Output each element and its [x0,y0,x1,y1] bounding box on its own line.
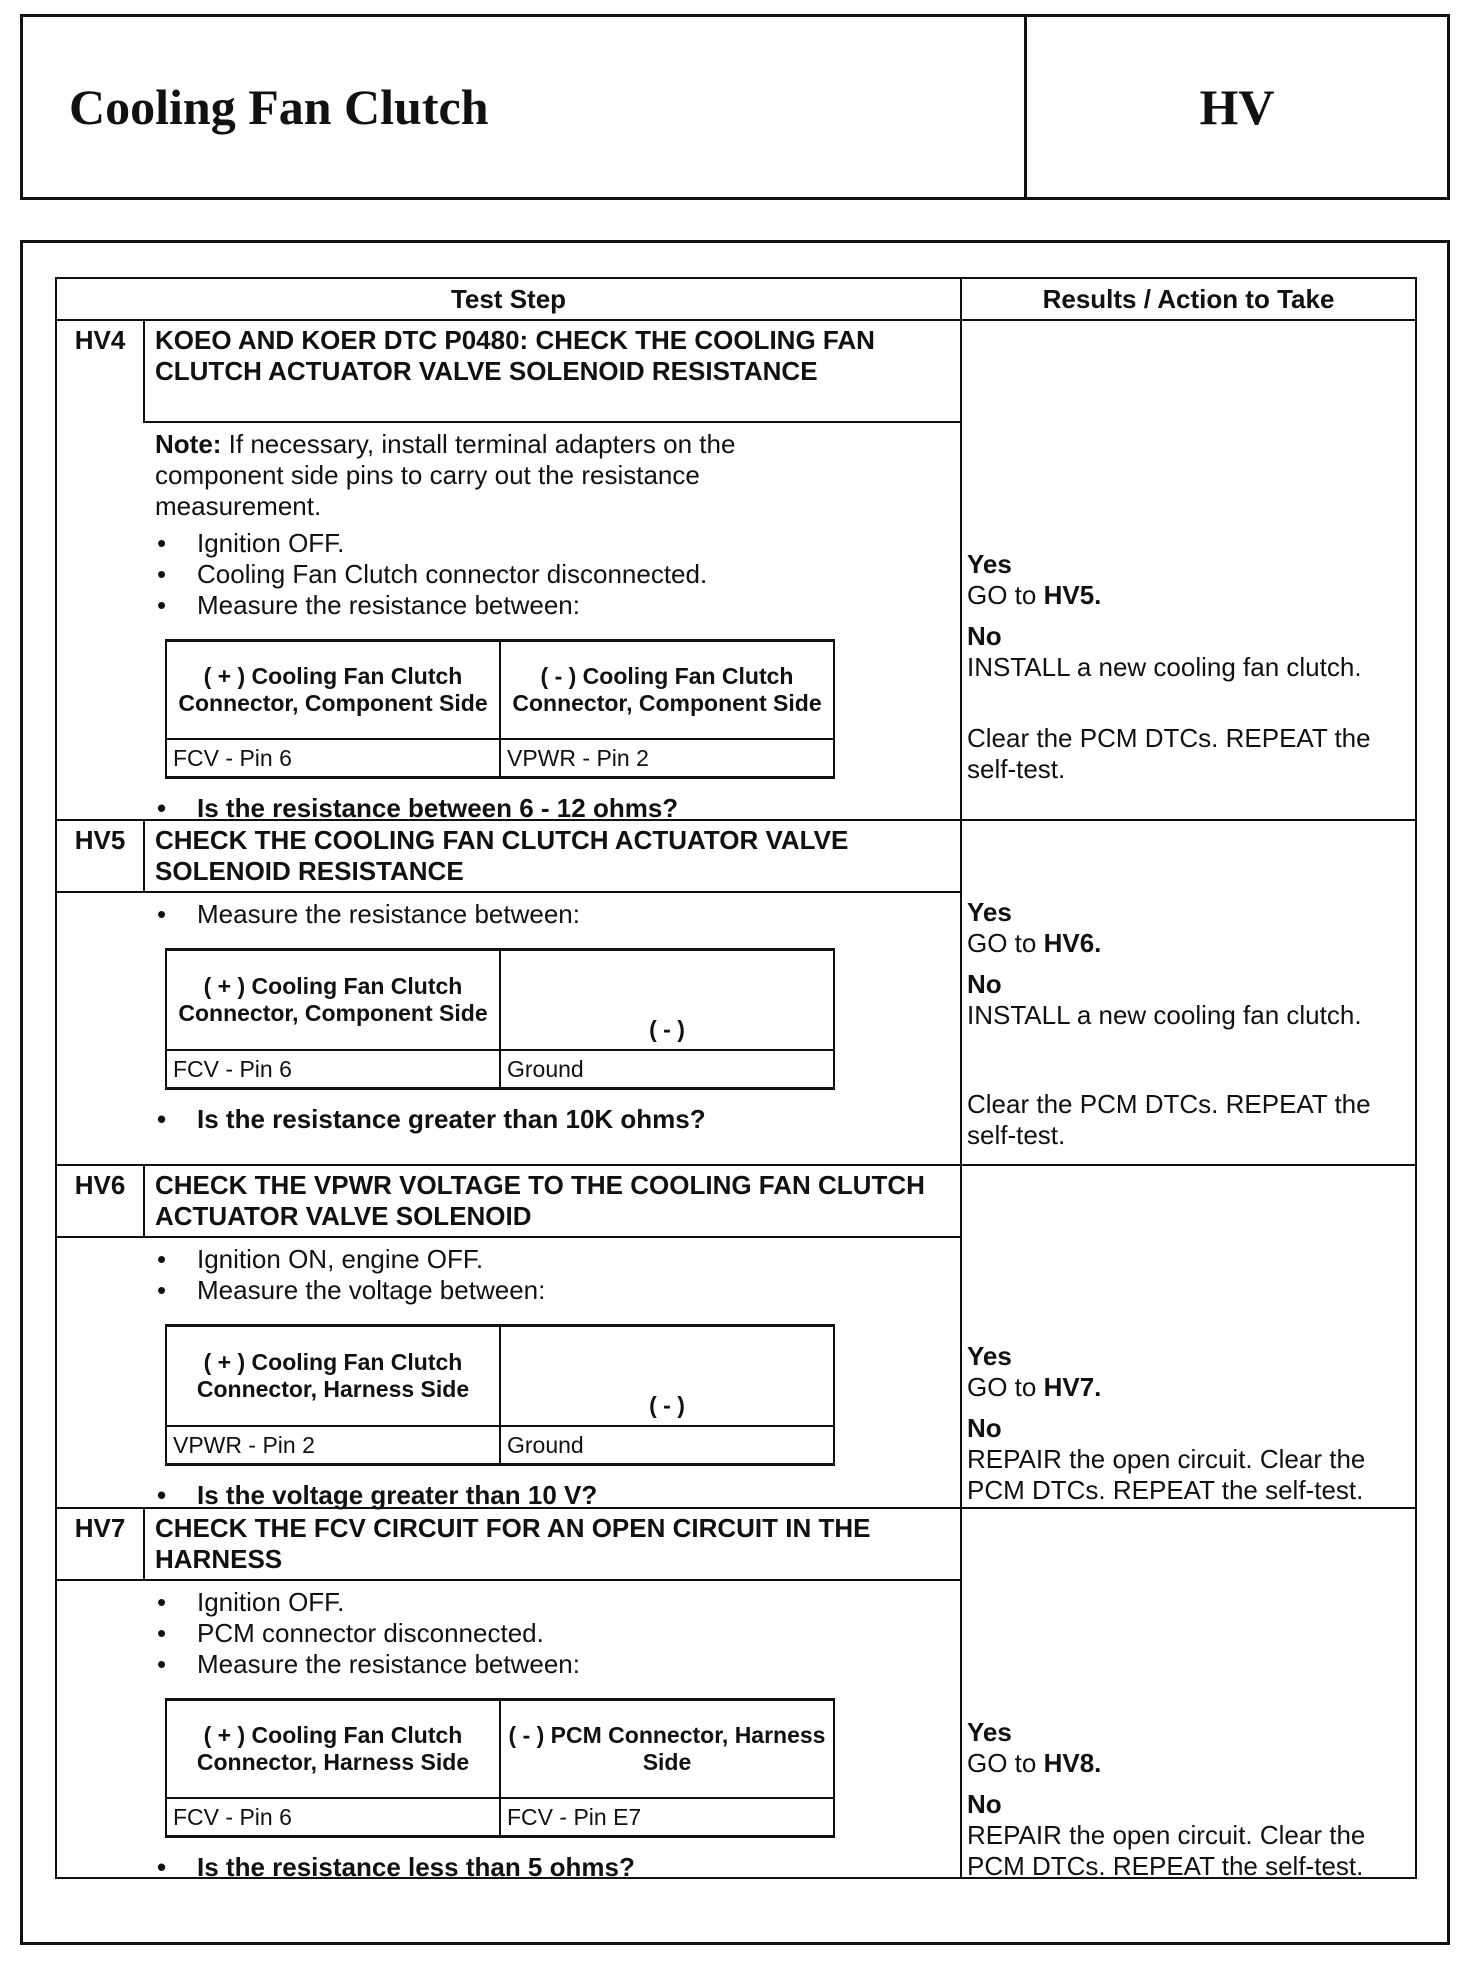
page-header [20,14,1450,200]
column-divider [960,279,962,1877]
measurement-table [165,948,835,1090]
positive-terminal-value: FCV - Pin 6 [166,1050,500,1089]
step-result [967,897,1407,1151]
yes-target: HV7. [1043,1372,1102,1402]
check-question: • Is the voltage greater than 10 V? [155,1480,955,1511]
step-id: HV4 [74,325,126,355]
yes-label: Yes [967,1717,1012,1747]
positive-terminal-value: FCV - Pin 6 [166,1798,500,1837]
step-title: CHECK THE FCV CIRCUIT FOR AN OPEN CIRCUIT IN THE HARNESS [155,1513,871,1574]
check-question: • Is the resistance between 6 - 12 ohms? [155,793,955,824]
title-rule [143,421,960,423]
id-divider [143,1164,145,1236]
yes-label: Yes [967,1341,1012,1371]
step-id: HV6 [74,1170,126,1200]
title-rule [57,1236,960,1238]
step-result [967,549,1407,785]
step-body [155,1587,955,1883]
section-code: HV [1199,79,1275,135]
test-step-table [55,277,1417,1882]
yes-target: HV6. [1043,928,1102,958]
yes-action-text: GO to [967,580,1044,610]
instruction: • Measure the resistance between: [155,899,955,930]
id-divider [143,819,145,891]
instruction: • Ignition OFF. [155,1587,955,1618]
instruction: • Measure the resistance between: [155,590,955,621]
follow-up-action: Clear the PCM DTCs. REPEAT the self-test. [967,1089,1371,1150]
id-divider [143,1507,145,1579]
yes-action [967,580,1407,611]
instruction: • PCM connector disconnected. [155,1618,955,1649]
yes-action [967,1748,1407,1779]
no-label: No [967,1413,1002,1443]
positive-terminal-header: ( + ) Cooling Fan Clutch Connector, Component Side [166,641,500,740]
negative-terminal-value: VPWR - Pin 2 [500,739,834,778]
no-label: No [967,969,1002,999]
yes-action-text: GO to [967,1748,1044,1778]
column-header-test-step: Test Step [450,283,567,314]
no-action: REPAIR the open circuit. Clear the PCM DTCs. REPEAT the self-test. [967,1820,1366,1881]
instruction: • Measure the voltage between: [155,1275,955,1306]
page-title: Cooling Fan Clutch [23,17,1027,197]
follow-up-action: Clear the PCM DTCs. REPEAT the self-test. [967,723,1371,784]
negative-terminal-value: FCV - Pin E7 [500,1798,834,1837]
positive-terminal-header: ( + ) Cooling Fan Clutch Connector, Harness Side [166,1700,500,1799]
note [155,429,815,522]
instruction: • Cooling Fan Clutch connector disconnected. [155,559,955,590]
step-id: HV7 [74,1513,126,1543]
yes-action-text: GO to [967,1372,1044,1402]
check-question: • Is the resistance greater than 10K ohms? [155,1104,955,1135]
check-question: • Is the resistance less than 5 ohms? [155,1852,955,1883]
negative-terminal-value: Ground [500,1050,834,1089]
step-body [155,429,955,824]
positive-terminal-value: VPWR - Pin 2 [166,1426,500,1465]
title-rule [57,891,960,893]
measurement-table [165,639,835,779]
no-label: No [967,621,1002,651]
step-id: HV5 [74,825,126,855]
yes-target: HV5. [1043,580,1102,610]
instruction: • Ignition ON, engine OFF. [155,1244,955,1275]
header-rule [57,319,1415,321]
content-frame [20,240,1450,1945]
id-divider [143,319,145,421]
step-title: CHECK THE COOLING FAN CLUTCH ACTUATOR VALVE SOLENOID RESISTANCE [155,825,849,886]
instruction: • Measure the resistance between: [155,1649,955,1680]
no-label: No [967,1789,1002,1819]
negative-terminal-header: ( - ) [500,950,834,1051]
no-action: INSTALL a new cooling fan clutch. [967,1000,1362,1030]
positive-terminal-value: FCV - Pin 6 [166,739,500,778]
yes-action [967,928,1407,959]
positive-terminal-header: ( + ) Cooling Fan Clutch Connector, Component Side [166,950,500,1051]
measurement-table [165,1324,835,1466]
column-header-results: Results / Action to Take [1042,283,1335,314]
negative-terminal-header: ( - ) Cooling Fan Clutch Connector, Component Side [500,641,834,740]
yes-action [967,1372,1407,1403]
no-action: INSTALL a new cooling fan clutch. [967,652,1362,682]
note-label: Note: [155,429,222,459]
measurement-table [165,1698,835,1838]
step-result [967,1341,1407,1506]
negative-terminal-header: ( - ) [500,1326,834,1427]
yes-label: Yes [967,549,1012,579]
yes-action-text: GO to [967,928,1044,958]
step-title: KOEO AND KOER DTC P0480: CHECK THE COOLING FAN CLUTCH ACTUATOR VALVE SOLENOID RESISTANCE [155,325,875,386]
negative-terminal-header: ( - ) PCM Connector, Harness Side [500,1700,834,1799]
step-result [967,1717,1407,1882]
note-text: If necessary, install terminal adapters on the component side pins to carry out the resistance measurement. [155,429,736,521]
instruction: • Ignition OFF. [155,528,955,559]
yes-label: Yes [967,897,1012,927]
step-body [155,1244,955,1511]
step-title: CHECK THE VPWR VOLTAGE TO THE COOLING FAN CLUTCH ACTUATOR VALVE SOLENOID [155,1170,925,1231]
title-rule [57,1579,960,1581]
row-divider [57,1164,1415,1166]
no-action: REPAIR the open circuit. Clear the PCM DTCs. REPEAT the self-test. [967,1444,1366,1505]
negative-terminal-value: Ground [500,1426,834,1465]
positive-terminal-header: ( + ) Cooling Fan Clutch Connector, Harness Side [166,1326,500,1427]
yes-target: HV8. [1043,1748,1102,1778]
step-body [155,899,955,1135]
